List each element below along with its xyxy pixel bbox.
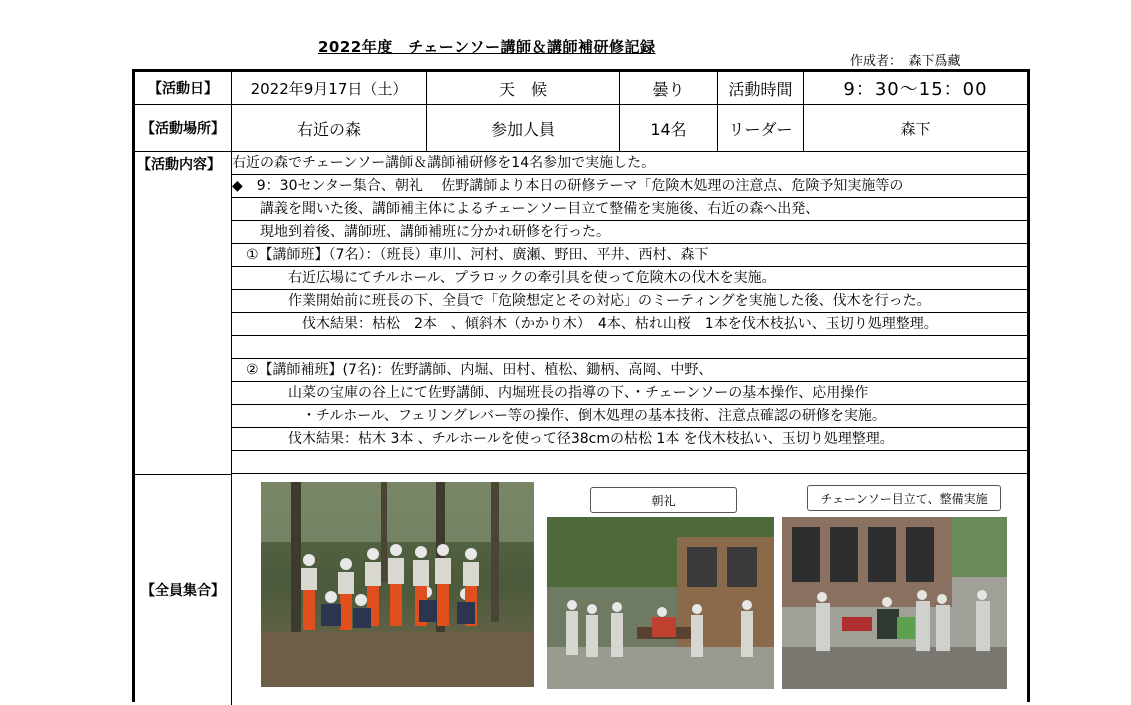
leader-value: 森下 bbox=[804, 105, 1027, 152]
date-value: 2022年9月17日（土） bbox=[232, 72, 427, 105]
content-line: ・チルホール、フェリングレバー等の操作、倒木処理の基本技術、注意点確認の研修を実施。 bbox=[232, 405, 1027, 428]
document-title: 2022年度 チェーンソー講師＆講師補研修記録 bbox=[318, 38, 656, 56]
content-line: ◆ 9：30センター集合、朝礼 佐野講師より本日の研修テーマ「危険木処理の注意点、危険予知実施等の bbox=[232, 175, 1027, 198]
photo-section-label: 【全員集合】 bbox=[135, 475, 232, 705]
content-line: 伐木結果：枯松 2本 、傾斜木（かかり木） 4本、枯れ山桜 1本を伐木枝払い、玉切り処理整理。 bbox=[232, 313, 1027, 336]
group-photo bbox=[261, 482, 534, 687]
content-line: ②【講師補班】(7名)：佐野講師、内堀、田村、植松、鋤柄、高岡、中野、 bbox=[232, 359, 1027, 382]
chainsaw-maintenance-photo bbox=[782, 517, 1007, 689]
content-line: ①【講師班】（7名）：（班長）車川、河村、廣瀬、野田、平井、西村、森下 bbox=[232, 244, 1027, 267]
content-line: 現地到着後、講師班、講師補班に分かれ研修を行った。 bbox=[232, 221, 1027, 244]
record-sheet bbox=[132, 69, 1030, 702]
caption-sharpening: チェーンソー目立て、整備実施 bbox=[807, 485, 1001, 511]
morning-assembly-photo bbox=[547, 517, 774, 689]
caption-morning: 朝礼 bbox=[590, 487, 737, 513]
place-value: 右近の森 bbox=[232, 105, 427, 152]
author-label: 作成者： 森下爲藏 bbox=[850, 54, 961, 69]
content-line: 伐木結果：枯木 3本 、チルホールを使って径38cmの枯松 1本 を伐木枝払い、玉切り処理整理。 bbox=[232, 428, 1027, 451]
content-line bbox=[232, 336, 1027, 359]
content-line: 講義を聞いた後、講師補主体によるチェーンソー目立て整備を実施後、右近の森へ出発、 bbox=[232, 198, 1027, 221]
content-line: 山菜の宝庫の谷上にて佐野講師、内堀班長の指導の下、・チェーンソーの基本操作、応用操作 bbox=[232, 382, 1027, 405]
members-value: 14名 bbox=[620, 105, 718, 152]
content-line: 右近の森でチェーンソー講師＆講師補研修を14名参加で実施した。 bbox=[232, 152, 1027, 175]
place-label: 【活動場所】 bbox=[135, 105, 232, 152]
time-value: 9：30～15：00 bbox=[804, 72, 1027, 105]
weather-value: 曇り bbox=[620, 72, 718, 105]
date-label: 【活動日】 bbox=[135, 72, 232, 105]
content-lines bbox=[232, 152, 1027, 474]
leader-label: リーダー bbox=[718, 105, 804, 152]
weather-label: 天 候 bbox=[427, 72, 620, 105]
content-line bbox=[232, 451, 1027, 474]
content-label: 【活動内容】 bbox=[135, 152, 232, 475]
time-label: 活動時間 bbox=[718, 72, 804, 105]
content-line: 右近広場にてチルホール、プラロックの牽引具を使って危険木の伐木を実施。 bbox=[232, 267, 1027, 290]
members-label: 参加人員 bbox=[427, 105, 620, 152]
content-line: 作業開始前に班長の下、全員で「危険想定とその対応」のミーティングを実施した後、伐木を行った。 bbox=[232, 290, 1027, 313]
